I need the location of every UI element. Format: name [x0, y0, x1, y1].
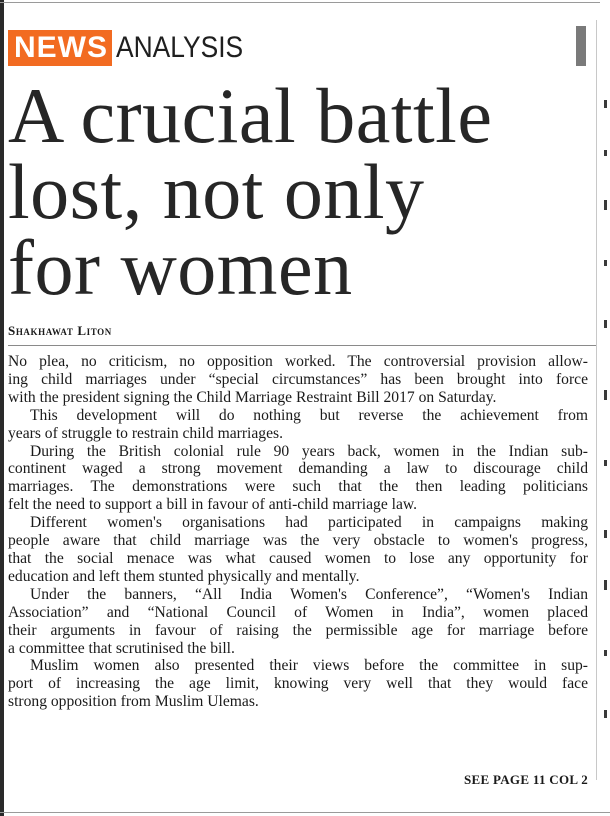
text-line: strong opposition from Muslim Ulemas.	[8, 693, 259, 711]
bottom-rule	[0, 812, 610, 813]
text-line: people aware that child marriage was the very obstacle to women's progress,	[8, 532, 588, 550]
top-rule	[0, 2, 600, 3]
byline: Shakhawat Liton	[8, 323, 112, 338]
text-line: Association” and “National Council of Women in India”, women placed	[8, 603, 588, 621]
paragraph	[8, 514, 588, 586]
text-line: years of struggle to restrain child marriages.	[8, 424, 283, 442]
news-label: NEWS	[8, 30, 112, 66]
paragraph	[8, 586, 588, 658]
article-body	[8, 353, 588, 711]
text-line: This development will do nothing but reverse the achievement from	[30, 406, 588, 424]
text-line: marriages. The demonstrations were such that the then leading politicians	[8, 478, 588, 496]
text-line: Different women's organisations had participated in campaigns making	[30, 514, 588, 532]
side-marker-bar	[576, 26, 586, 66]
text-line: their arguments in favour of raising the permissible age for marriage before	[8, 621, 588, 639]
paragraph	[8, 353, 588, 407]
headline-line: A crucial battle	[8, 72, 493, 159]
text-line: Muslim women also presented their views before the committee in sup-	[30, 657, 588, 675]
text-line: that the social menace was what caused women to lose any opportunity for	[8, 549, 588, 567]
text-line: ing child marriages under “special circumstances” has been brought into force	[8, 370, 588, 388]
adjacent-column-fragments	[600, 60, 610, 760]
text-line: Under the banners, “All India Women's Conference”, “Women's Indian	[30, 585, 588, 603]
headline-line: for women	[8, 224, 353, 311]
headline-line: lost, not only	[8, 148, 425, 235]
section-kicker	[8, 29, 261, 67]
text-line: During the British colonial rule 90 years back, women in the Indian sub-	[30, 442, 588, 460]
text-line: a committee that scrutinised the bill.	[8, 639, 235, 657]
text-line: port of increasing the age limit, knowing very well that they would face	[8, 675, 588, 693]
headline	[8, 72, 598, 311]
byline-rule	[8, 345, 596, 346]
text-line: with the president signing the Child Marriage Restraint Bill 2017 on Saturday.	[8, 388, 497, 406]
text-line: continent waged a strong movement demanding a law to discourage child	[8, 460, 588, 478]
text-line: No plea, no criticism, no opposition worked. The controversial provision allow-	[8, 353, 588, 370]
paragraph	[8, 657, 588, 711]
paragraph	[8, 443, 588, 515]
paragraph	[8, 407, 588, 443]
analysis-label: ANALYSIS	[116, 31, 244, 64]
text-line: education and left them stunted physically and mentally.	[8, 567, 360, 585]
text-line: felt the need to support a bill in favour of anti-child marriage law.	[8, 496, 418, 514]
jump-reference: SEE PAGE 11 COL 2	[463, 772, 588, 787]
